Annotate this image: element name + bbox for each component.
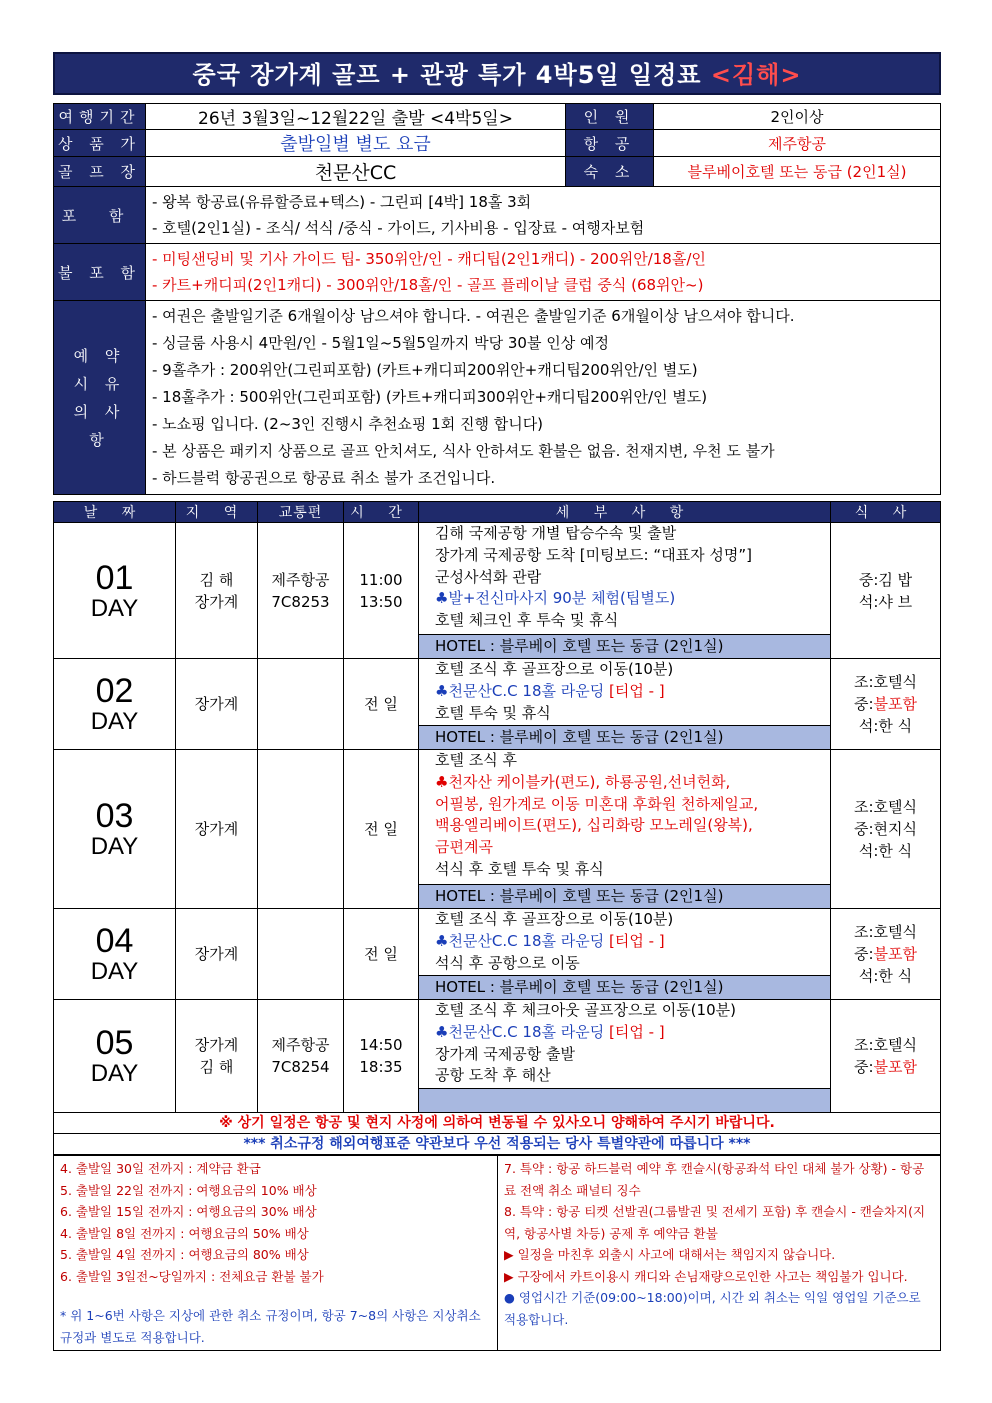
notice-schedule (53, 1113, 941, 1134)
transport-text: 7C8253 (271, 592, 330, 611)
time-text: 전 일 (364, 695, 398, 713)
detail-line: 어필봉, 원가계로 이동 미혼대 후화원 천하제일교, (435, 794, 759, 813)
meal-line (831, 569, 940, 591)
meal-line (831, 693, 940, 715)
region-text: 장가계 (194, 695, 239, 713)
detail-line: 호텔 투숙 및 휴식 (435, 703, 551, 722)
meal-line (831, 1056, 940, 1078)
meal-line (831, 818, 940, 840)
detail-line: 석식 후 호텔 투숙 및 휴식 (435, 859, 604, 878)
tee-up-text: [티업 - ] (609, 1022, 665, 1041)
time-cell (344, 1000, 419, 1113)
schedule-table (53, 501, 941, 1113)
transport-cell (258, 523, 344, 659)
time-text: 18:35 (359, 1058, 403, 1076)
meal-line (831, 796, 940, 818)
include-label: 포 함 (54, 187, 146, 244)
detail-line: 장가계 국제공항 출발 (435, 1044, 575, 1063)
price-value: 출발일별 별도 요금 (146, 130, 566, 157)
day-cell (54, 750, 176, 909)
schedule-body (54, 523, 941, 1113)
meal-line (831, 1034, 940, 1056)
cancel-rule: 6. 출발일 15일 전까지 : 여행요금의 30% 배상 (60, 1204, 317, 1219)
meal-value: 샤 브 (878, 592, 913, 611)
meal-prefix: 중: (858, 570, 879, 589)
notice-cancel-text: *** 취소규정 해외여행표준 약관보다 우선 적용되는 당사 특별약관에 따릅니다 *** (243, 1136, 751, 1152)
time-text: 전 일 (364, 945, 398, 963)
day-row (54, 750, 941, 909)
time-text: 11:00 (359, 570, 403, 589)
detail-line: 김해 국제공항 개별 탑승수속 및 출발 (435, 524, 677, 542)
meal-value: 한 식 (878, 842, 913, 860)
detail-line: 호텔 조식 후 (435, 751, 517, 769)
cancel-rule: 8. 특약 : 항공 티켓 선발권(그룹발권 및 전세기 포함) 후 캔슬시 - 캔슬차지(지역, 항공사별 차등) 공제 후 예약금 환불 (504, 1204, 926, 1241)
day-number: 04 (95, 922, 134, 960)
detail-lines (419, 909, 830, 975)
people-label: 인 원 (566, 104, 654, 130)
transport-text: 제주항공 (271, 570, 330, 589)
meal-prefix: 중: (853, 695, 874, 713)
col-time: 시 간 (344, 502, 419, 523)
day-label: DAY (90, 958, 139, 985)
notes-label: 예 약 시 유 의 사 항 (54, 301, 146, 495)
meal-prefix: 조: (853, 1036, 874, 1054)
title-highlight: <김해> (710, 61, 802, 89)
exclude-item: - 카트+캐디피(2인1캐디) - 300위안/18홀/인 - 골프 플레이날 클럽 중식 (68위안~) (152, 276, 704, 294)
meal-cell (831, 659, 941, 750)
detail-line: 장가계 국제공항 도착 [미팅보드: “대표자 성명”] (435, 545, 752, 564)
cancel-rule: 7. 특약 : 항공 하드블럭 예약 후 캔슬시(항공좌석 타인 대체 불가 상황) - 항공료 전액 취소 패널티 징수 (504, 1161, 925, 1198)
detail-line: ♣천문산C.C 18홀 라운딩 [티업 - ] (435, 1022, 665, 1041)
col-date: 날 짜 (54, 502, 176, 523)
hotel-bar: HOTEL : 블루베이 호텔 또는 동급 (2인1실) (419, 975, 830, 999)
detail-line: ♣천문산C.C 18홀 라운딩 [티업 - ] (435, 931, 665, 950)
meal-line (831, 671, 940, 693)
day-number: 05 (95, 1024, 134, 1062)
transport-cell (258, 659, 344, 750)
itinerary-sheet (53, 52, 941, 1351)
cancel-rule: 4. 출발일 30일 전까지 : 계약금 환급 (60, 1161, 261, 1176)
cancel-right (498, 1156, 941, 1351)
meal-cell (831, 1000, 941, 1113)
day-label: DAY (90, 708, 139, 735)
cancel-left-note: * 위 1~6번 사항은 지상에 관한 취소 규정이며, 항공 7~8의 사항은 지상취소 규정과 별도로 적용합니다. (60, 1308, 481, 1345)
transport-text: 7C8254 (271, 1058, 330, 1076)
day-label: DAY (90, 1060, 139, 1087)
transport-cell (258, 1000, 344, 1113)
exclude-item: - 미팅샌딩비 및 기사 가이드 팁- 350위안/인 - 캐디팁(2인1캐디) - 200위안/18홀/인 (152, 250, 706, 268)
include-item: - 왕복 항공료(유류할증료+텍스) - 그린피 [4박] 18홀 3회 (152, 193, 532, 211)
tee-up-text: [티업 - ] (609, 931, 665, 950)
transport-cell (258, 750, 344, 909)
detail-cell (419, 909, 831, 1000)
detail-lines (419, 659, 830, 725)
day-label: DAY (90, 833, 139, 860)
cancel-rule: 5. 출발일 22일 전까지 : 여행요금의 10% 배상 (60, 1182, 317, 1198)
period-label: 여행기간 (54, 104, 146, 130)
time-text: 14:50 (359, 1036, 403, 1054)
hotel-bar: HOTEL : 블루베이 호텔 또는 동급 (2인1실) (419, 884, 830, 908)
region-text: 장가계 (194, 1036, 239, 1054)
time-text: 13:50 (359, 592, 403, 611)
meal-line (831, 965, 940, 987)
region-cell (176, 523, 258, 659)
meal-value: 호텔식 (873, 673, 918, 691)
day-number: 01 (95, 558, 134, 597)
golf-label: 골 프 장 (54, 157, 146, 187)
exclude-list (146, 244, 941, 301)
detail-cell (419, 750, 831, 909)
detail-line: 호텔 체크인 후 투숙 및 휴식 (435, 611, 619, 630)
region-cell (176, 659, 258, 750)
day-cell (54, 523, 176, 659)
meal-line (831, 591, 940, 613)
meal-prefix: 중: (853, 820, 874, 838)
meal-value: 호텔식 (873, 923, 918, 941)
detail-line: ♣천자산 케이블카(편도), 하룡공원,선녀헌화, (435, 772, 731, 791)
title-main: 중국 장가계 골프 + 관광 특가 4박5일 일정표 (192, 61, 711, 89)
region-text: 장가계 (194, 945, 239, 963)
meal-line (831, 715, 940, 737)
airline-value: 제주항공 (654, 130, 941, 157)
region-cell (176, 1000, 258, 1113)
detail-lines (419, 523, 830, 634)
day-cell (54, 909, 176, 1000)
meal-line (831, 840, 940, 862)
detail-line: 백용엘리베이트(편도), 십리화랑 모노레일(왕복), (435, 816, 753, 835)
detail-line: 호텔 조식 후 골프장으로 이동(10분) (435, 910, 674, 928)
meal-value: 한 식 (878, 967, 913, 985)
day-row (54, 1000, 941, 1113)
people-value: 2인이상 (654, 104, 941, 130)
detail-line: 석식 후 공항으로 이동 (435, 953, 580, 972)
detail-line: 금편계곡 (435, 838, 493, 857)
cancel-rule: 6. 출발일 3일전~당일까지 : 전체요금 환불 불가 (60, 1268, 324, 1284)
meal-value: 불포함 (873, 695, 918, 713)
detail-lines (419, 1000, 830, 1088)
detail-lines (419, 750, 830, 884)
meal-value: 김 밥 (878, 570, 913, 589)
time-text: 전 일 (364, 820, 398, 838)
hotel-value: 블루베이호텔 또는 동급 (2인1실) (654, 157, 941, 187)
detail-line: 호텔 조식 후 체크아웃 골프장으로 이동(10분) (435, 1001, 736, 1019)
meal-prefix: 중: (853, 1058, 874, 1076)
meal-prefix: 조: (853, 798, 874, 816)
notes-list (146, 301, 941, 495)
day-cell (54, 659, 176, 750)
page-title (53, 52, 941, 95)
detail-line: ♣발+전신마사지 90분 체험(팁별도) (435, 589, 676, 608)
cancel-rule: 5. 출발일 4일 전까지 : 여행요금의 80% 배상 (60, 1247, 309, 1262)
meal-prefix: 조: (853, 673, 874, 691)
info-table (53, 103, 941, 495)
cancel-rule: ▶ 구장에서 카트이용시 캐디와 손님재량으로인한 사고는 책임불가 입니다. (504, 1268, 908, 1284)
detail-line: 호텔 조식 후 골프장으로 이동(10분) (435, 660, 674, 678)
day-number: 03 (95, 797, 134, 835)
col-detail: 세 부 사 항 (419, 502, 831, 523)
meal-value: 불포함 (873, 945, 918, 963)
note-item: - 노쇼핑 입니다. (2~3인 진행시 추천쇼핑 1회 진행 합니다) (152, 415, 544, 433)
meal-prefix: 석: (858, 967, 879, 985)
detail-cell (419, 1000, 831, 1113)
cancel-rule: ▶ 일정을 마친후 외출시 사고에 대해서는 책임지지 않습니다. (504, 1247, 836, 1262)
meal-cell (831, 909, 941, 1000)
region-text: 장가계 (194, 820, 239, 838)
cancel-table (53, 1155, 941, 1351)
meal-prefix: 중: (853, 945, 874, 963)
meal-value: 불포함 (873, 1058, 918, 1076)
time-cell (344, 659, 419, 750)
meal-value: 호텔식 (873, 1036, 918, 1054)
meal-line (831, 921, 940, 943)
transport-cell (258, 909, 344, 1000)
meal-prefix: 석: (858, 592, 879, 611)
meal-prefix: 조: (853, 923, 874, 941)
hotel-bar (419, 1088, 830, 1112)
tee-up-text: [티업 - ] (609, 681, 665, 700)
day-row (54, 659, 941, 750)
day-cell (54, 1000, 176, 1113)
region-text: 김 해 (199, 1058, 234, 1076)
airline-label: 항 공 (566, 130, 654, 157)
note-item: - 하드블럭 항공권으로 항공료 취소 불가 조건입니다. (152, 469, 496, 487)
detail-cell (419, 659, 831, 750)
note-item: - 18홀추가 : 500위안(그린피포함) (카트+캐디피300위안+캐디팁200위안/인 별도) (152, 388, 708, 406)
exclude-label: 불 포 함 (54, 244, 146, 301)
meal-value: 한 식 (878, 717, 913, 735)
time-cell (344, 523, 419, 659)
meal-value: 현지식 (873, 820, 918, 838)
note-item: - 싱글룸 사용시 4만원/인 - 5월1일~5월5일까지 박당 30불 인상 예정 (152, 334, 609, 352)
region-cell (176, 750, 258, 909)
note-item: - 본 상품은 패키지 상품으로 골프 안치셔도, 식사 안하셔도 환불은 없음. 천재지변, 우천 도 불가 (152, 442, 775, 460)
cancel-rule: 4. 출발일 8일 전까지 : 여행요금의 50% 배상 (60, 1225, 309, 1241)
day-row (54, 909, 941, 1000)
price-label: 상 품 가 (54, 130, 146, 157)
region-text: 장가계 (194, 592, 239, 611)
include-item: - 호텔(2인1실) - 조식/ 석식 /중식 - 가이드, 기사비용 - 입장료 - 여행자보험 (152, 219, 645, 237)
col-meal: 식 사 (831, 502, 941, 523)
region-text: 김 해 (199, 570, 234, 589)
time-cell (344, 750, 419, 909)
golf-value: 천문산CC (146, 157, 566, 187)
hotel-label: 숙 소 (566, 157, 654, 187)
time-cell (344, 909, 419, 1000)
notice-schedule-text: ※ 상기 일정은 항공 및 현지 사정에 의하여 변동될 수 있사오니 양해하여 주시기 바랍니다. (219, 1115, 775, 1131)
day-row (54, 523, 941, 659)
meal-prefix: 석: (858, 842, 879, 860)
period-value: 26년 3월3일~12월22일 출발 <4박5일> (146, 104, 566, 130)
meal-prefix: 석: (858, 717, 879, 735)
hotel-bar: HOTEL : 블루베이 호텔 또는 동급 (2인1실) (419, 725, 830, 749)
meal-line (831, 943, 940, 965)
include-list (146, 187, 941, 244)
meal-cell (831, 523, 941, 659)
cancel-left (54, 1156, 498, 1351)
meal-value: 호텔식 (873, 798, 918, 816)
region-cell (176, 909, 258, 1000)
transport-text: 제주항공 (271, 1036, 330, 1054)
meal-cell (831, 750, 941, 909)
detail-line: 군성사석화 관람 (435, 567, 542, 586)
detail-line: ♣천문산C.C 18홀 라운딩 [티업 - ] (435, 681, 665, 700)
col-transport: 교통편 (258, 502, 344, 523)
day-label: DAY (90, 594, 139, 622)
note-item: - 9홀추가 : 200위안(그린피포함) (카트+캐디피200위안+캐디팁200위안/인 별도) (152, 361, 698, 379)
col-region: 지 역 (176, 502, 258, 523)
notice-cancel (53, 1134, 941, 1155)
detail-line: 공항 도착 후 해산 (435, 1066, 551, 1085)
note-item: - 여권은 출발일기준 6개월이상 남으셔야 합니다. - 여권은 출발일기준 6개월이상 남으셔야 합니다. (152, 307, 795, 325)
detail-cell (419, 523, 831, 659)
cancel-right-note: ● 영업시간 기준(09:00~18:00)이며, 시간 외 취소는 익일 영업일 기준으로 적용합니다. (504, 1290, 921, 1327)
hotel-bar: HOTEL : 블루베이 호텔 또는 동급 (2인1실) (419, 634, 830, 658)
day-number: 02 (95, 672, 134, 710)
